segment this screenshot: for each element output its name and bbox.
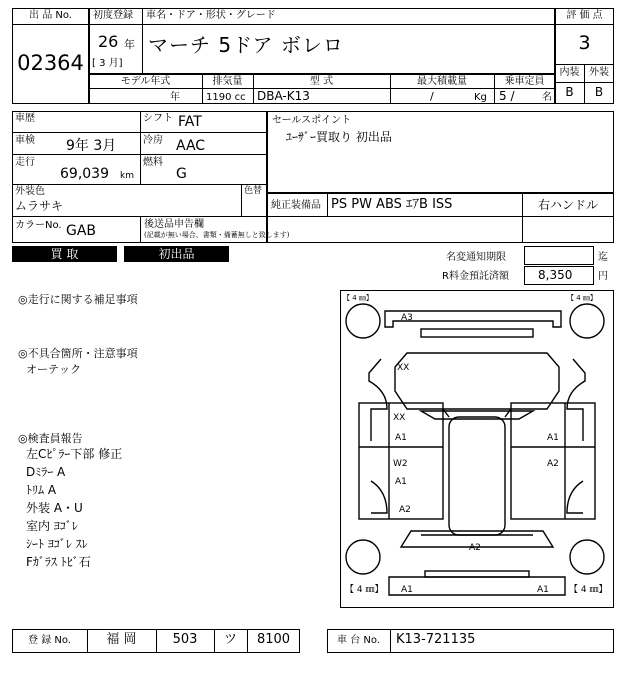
left-rear-door-grade: W2 <box>393 459 408 469</box>
left-rear-fender-grade: A2 <box>399 505 411 515</box>
registration-number: 8100 <box>256 632 291 647</box>
exterior-grade: B <box>594 85 604 99</box>
mileage-label: 走行 <box>15 157 35 168</box>
inspector-item: ｼｰﾄ ﾖｺﾞﾚ ｽﾚ <box>26 537 88 551</box>
registration-label: 登 録 No. <box>28 635 71 646</box>
right-front-door-grade: A1 <box>547 433 559 443</box>
left-rear-door-grade-2: A1 <box>395 477 407 487</box>
mileage-value: 69,039 <box>60 166 109 182</box>
shift-label: シフト <box>143 113 173 124</box>
interior-grade: B <box>565 85 574 99</box>
inspector-item: 外装 A・U <box>26 501 83 515</box>
car-name: マーチ 5ドア ボレロ <box>148 33 344 57</box>
inspector-item: Dﾐﾗｰ A <box>26 465 66 479</box>
inspector-item: 左Cﾋﾟﾗｰ下部 修正 <box>26 447 123 461</box>
name-change-unit: 迄 <box>598 252 608 263</box>
first-registration-label: 初度登録 <box>93 10 133 21</box>
grade-value: 3 <box>578 32 591 54</box>
equipment-label: 純正装備品 <box>271 200 321 211</box>
grade-label: 評 価 点 <box>566 10 603 21</box>
displacement-value: 1190 cc <box>206 92 246 103</box>
year-unit: 年 <box>124 38 135 51</box>
registration-kana: ツ <box>223 632 237 647</box>
model-year-label: モデル年式 <box>120 76 171 87</box>
buyback-badge: 買 取 <box>12 246 117 262</box>
defect-item: オーテック <box>26 363 81 376</box>
registration-region: 福 岡 <box>106 632 137 647</box>
handle-value: 右ハンドル <box>537 198 598 212</box>
color-value: ムラサキ <box>15 199 64 213</box>
inspector-title: ◎検査員報告 <box>18 432 83 445</box>
mileage-unit: km <box>120 171 134 181</box>
type-label: 型 式 <box>309 76 334 87</box>
tire-front-right-depth: 【 4 ㎜】 <box>567 294 597 302</box>
lot-number-label: 出 品 No. <box>29 10 72 21</box>
name-change-label: 名変通知期限 <box>446 252 506 263</box>
interior-label: 内装 <box>559 67 580 78</box>
right-rear-door-grade: A2 <box>547 459 559 469</box>
lot-number: 02364 <box>17 51 84 75</box>
r-fee-value: 8,350 <box>538 268 573 282</box>
rear-bumper-right-grade: A1 <box>537 585 549 595</box>
chassis-value: K13-721135 <box>396 632 476 647</box>
model-year-unit: 年 <box>170 92 180 103</box>
max-load-label: 最大積載量 <box>417 76 467 87</box>
sales-point-value: ﾕｰｻﾞｰ買取り 初出品 <box>286 130 392 144</box>
tire-rear-right-depth: 【 4 ㎜】 <box>569 585 608 595</box>
tire-front-left-depth: 【 4 ㎜】 <box>343 294 373 302</box>
color-label: 外装色 <box>15 186 45 197</box>
shift-value: FAT <box>178 114 202 130</box>
left-front-door-grade: XX <box>393 413 406 423</box>
chassis-label: 車 台 No. <box>337 635 380 646</box>
color-change-label: 色替 <box>244 186 263 196</box>
displacement-label: 排気量 <box>212 76 243 87</box>
fuel-label: 燃料 <box>143 157 163 168</box>
inspector-item: 室内 ﾖｺﾞﾚ <box>26 519 78 533</box>
inspector-item: Fｶﾞﾗｽ ﾄﾋﾞ石 <box>26 555 91 569</box>
registration-class: 503 <box>172 632 198 647</box>
color-no-label: カラーNo. <box>15 220 62 231</box>
aftermarket-note: (記載が無い場合、書類・備蓄無しと致します) <box>144 231 290 239</box>
r-fee-label: R料金預託済額 <box>442 271 509 282</box>
history-label: 車歴 <box>15 113 35 124</box>
aircon-value: AAC <box>176 138 206 154</box>
inspector-item: ﾄﾘﾑ A <box>26 483 57 497</box>
car-diagram-drawing <box>341 291 613 607</box>
inspection-label: 車検 <box>15 135 35 146</box>
first-registration-year: 26 <box>98 32 119 51</box>
exterior-label: 外装 <box>589 67 609 78</box>
defects-title: ◎不具合箇所・注意事項 <box>18 347 138 360</box>
trunk-grade: A2 <box>469 543 481 553</box>
equipment-value: PS PW ABS ｴｱB ISS <box>331 197 453 212</box>
front-bumper-grade: A3 <box>401 313 413 323</box>
hood-left-grade: XX <box>397 363 410 373</box>
capacity-value: 5 / <box>499 89 515 103</box>
car-name-label: 車名・ドア・形状・グレード <box>146 10 276 21</box>
max-load-value: / <box>430 90 434 103</box>
max-load-unit: Kg <box>474 92 487 103</box>
car-diagram <box>340 290 614 608</box>
driving-notes-title: ◎走行に関する補足事項 <box>18 293 138 306</box>
aircon-label: 冷房 <box>143 135 163 146</box>
first-registration-month: [ 3 月] <box>92 58 123 69</box>
fuel-value: G <box>176 166 187 182</box>
left-front-door-grade-2: A1 <box>395 433 407 443</box>
capacity-unit: 名 <box>542 92 552 103</box>
tire-rear-left-depth: 【 4 ㎜】 <box>345 585 384 595</box>
name-change-box <box>524 246 594 265</box>
r-fee-unit: 円 <box>598 271 608 282</box>
sales-point-label: セールスポイント <box>272 115 352 126</box>
aftermarket-label: 後送品申告欄 <box>144 219 204 230</box>
type-value: DBA-K13 <box>257 89 310 103</box>
color-no-value: GAB <box>66 223 97 239</box>
capacity-label: 乗車定員 <box>504 76 545 87</box>
inspection-value: 9年 3月 <box>66 138 117 154</box>
rear-bumper-left-grade: A1 <box>401 585 413 595</box>
first-listing-badge: 初出品 <box>124 246 229 262</box>
